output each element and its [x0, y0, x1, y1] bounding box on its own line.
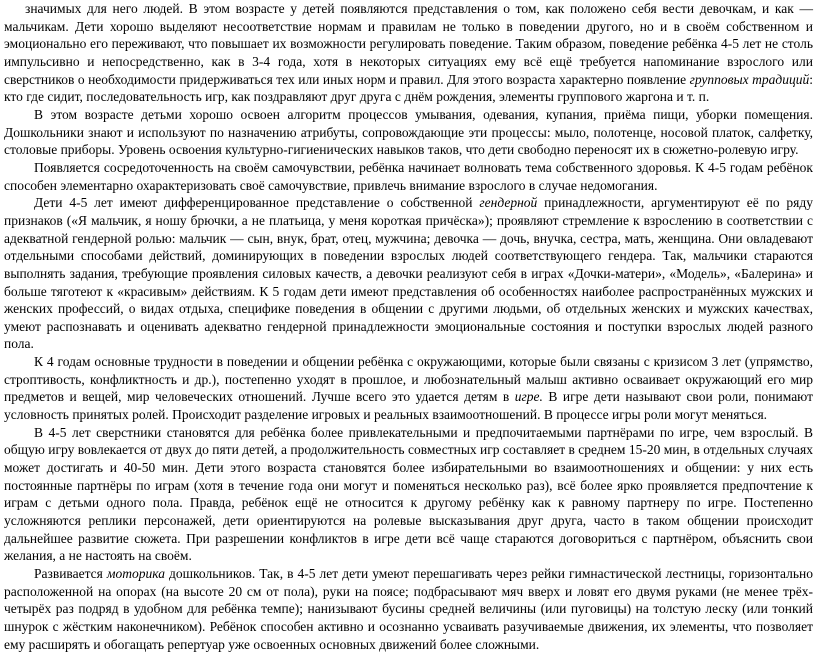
paragraph-text: дошкольников. Так, в 4-5 лет дети умеют перешагивать через рейки гимнастической лестницы, горизонтально расположенной на опорах (на высоте 20 см от пола), руки на поясе; подбрасывают мяч вверх и ловят его двумя руками (не менее трёх-четырёх раз подряд в удобном для ребёнка темпе); нанизывают бусины средней величины (или пуговицы) на толстую леску (или тонкий шнурок с жёстким наконечником). Ребёнок способен активно и осознанно усваивать разучиваемые движения, их элементы, что позволяет ему расширять и обогащать репертуар уже освоенных основных движений более сложными.	[4, 566, 813, 652]
paragraph-text: В этом возрасте детьми хорошо освоен алгоритм процессов умывания, одевания, купания, приёма пищи, уборки помещения. Дошкольники знают и используют по назначению атрибуты, сопровождающие эти процессы: мыло, полотенце, носовой платок, салфетку, столовые приборы. Уровень освоения культурно-гигиенических навыков таков, что дети свободно переносят их в сюжетно-ролевую игру.	[4, 106, 813, 158]
paragraph-text: : кто где сидит, последовательность игр, как поздравляют друг друга с днём рождения, элементы группового жаргона и т. п.	[4, 71, 813, 105]
paragraph-play-and-roles	[4, 353, 813, 424]
paragraph-text: К 4 годам основные трудности в поведении и общении ребёнка с окружающими, которые были связаны с кризисом 3 лет (упрямство, строптивость, конфликтность и др.), постепенно уходят в прошлое, и любознательный малыш активно осваивает окружающий его мир предметов и вещей, мир человеческих отношений. Лучше всего это удается детям в	[4, 354, 813, 405]
paragraph-text: Развивается	[34, 566, 107, 581]
paragraph-text: В 4-5 лет сверстники становятся для ребёнка более привлекательными и предпочитаемыми партнёрами по игре, чем взрослый. В общую игру вовлекается от двух до пяти детей, а продолжительность совместных игр составляет в среднем 15-20 мин, в отдельных случаях может достигать и 40-50 мин. Дети этого возраста становятся более избирательными во взаимоотношениях и общении: у них есть постоянные партнёры по играм (хотя в течение года они могут и поменяться несколько раз), всё более ярко проявляется предпочтение к играм с детьми одного пола. Правда, ребёнок ещё не относится к другому ребёнку как к равному партнеру по игре. Постепенно усложняются реплики персонажей, дети ориентируются на ролевые высказывания друг друга, часто в таком общении происходит дальнейшее развитие сюжета. При разрешении конфликтов в игре дети всё чаще стараются договориться с партнёром, объяснить свои желания, а не настоять на своём.	[4, 424, 813, 564]
paragraph-italic-term: игре.	[514, 389, 543, 405]
paragraph-italic-term: моторика	[106, 566, 166, 581]
paragraph-text: В игре дети называют свои роли, понимают условность принятых ролей. Происходит разделение игровых и реальных взаимоотношений. В процессе игры роли могут меняться.	[4, 389, 813, 423]
paragraph-hygiene-skills	[4, 106, 813, 159]
paragraph-text: Дети 4-5 лет имеют дифференцированное представление о собственной	[34, 195, 480, 211]
paragraph-peer-play	[4, 424, 813, 565]
paragraph-text: значимых для него людей. В этом возрасте у детей появляются представления о том, как положено себя вести девочкам, и как — мальчикам. Дети хорошо выделяют несоответствие нормам и правилам не только в поведении другого, но и в своём собственном и эмоционально его переживают, что повышает их возможности регулировать поведение. Таким образом, поведение ребёнка 4-5 лет не столь импульсивно и непосредственно, как в 3-4 года, хотя в некоторых ситуациях ему всё ещё требуется напоминание взрослого или сверстников о необходимости придерживаться тех или иных норм и правил. Для этого возраста характерно появление	[4, 1, 813, 87]
paragraph-norms-and-traditions	[4, 0, 813, 106]
paragraph-text: принадлежности, аргументируют её по ряду признаков («Я мальчик, я ношу брючки, а не платьица, у меня короткая причёска»); проявляют стремление к взрослению в соответствии с адекватной гендерной ролью: мальчик — сын, внук, брат, отец, мужчина; девочка — дочь, внучка, сестра, мать, женщина. Они овладевают отдельными способами действий, доминирующих в поведении взрослых людей соответствующего гендера. Так, мальчики стараются выполнять задания, требующие проявления силовых качеств, а девочки реализуют себя в играх «Дочки-матери», «Модель», «Балерина» и больше тяготеют к «красивым» действиям. К 5 годам дети имеют представления об особенностях наиболее распространённых мужских и женских профессий, о видах отдыха, специфике поведения в общении с другими людьми, об отдельных женских и мужских качествах, умеют распознавать и оценивать адекватно гендерной принадлежности эмоциональные состояния и поступки взрослых людей разного пола.	[4, 195, 813, 352]
paragraph-italic-term: групповых традиций	[689, 71, 810, 87]
paragraph-gender-identity	[4, 194, 813, 353]
paragraph-text: Появляется сосредоточенность на своём самочувствии, ребёнка начинает волновать тема собственного здоровья. К 4-5 годам ребёнок способен элементарно охарактеризовать своё самочувствие, привлечь внимание взрослого в случае недомогания.	[4, 159, 813, 193]
paragraph-italic-term: гендерной	[479, 195, 538, 211]
paragraph-motor-skills	[4, 565, 813, 653]
paragraph-wellbeing	[4, 159, 813, 194]
